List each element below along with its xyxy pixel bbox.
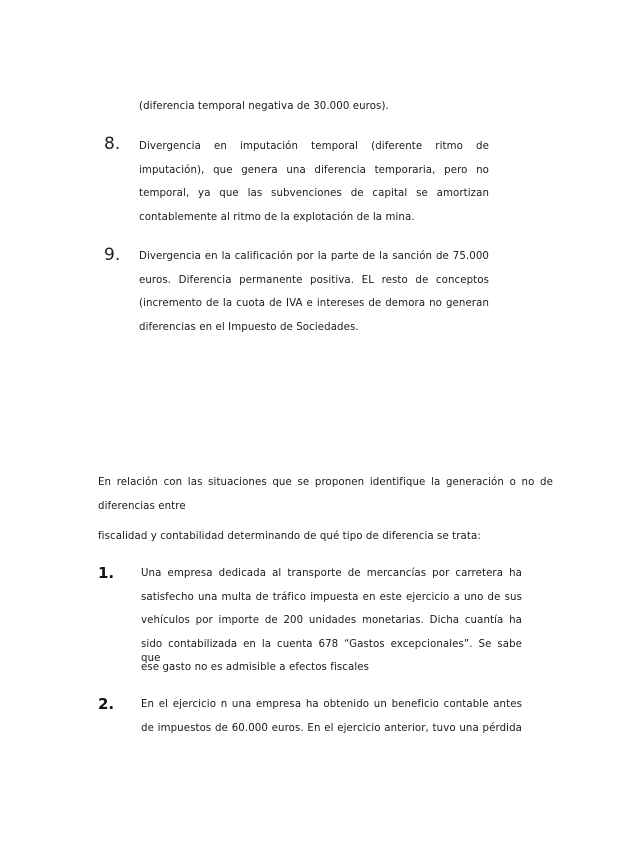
intro-line: diferencias entre bbox=[98, 501, 186, 512]
item-line: diferencias en el Impuesto de Sociedades. bbox=[139, 322, 359, 333]
item-number: 2. bbox=[98, 695, 115, 713]
item-line: Una empresa dedicada al transporte de mercancías por carretera ha bbox=[141, 568, 522, 579]
item-line: (incremento de la cuota de IVA e intereses de demora no generan bbox=[139, 298, 489, 309]
item-line: En el ejercicio n una empresa ha obtenido un beneficio contable antes bbox=[141, 699, 522, 710]
item-line: vehículos por importe de 200 unidades monetarias. Dicha cuantía ha bbox=[141, 615, 522, 626]
item-line: satisfecho una multa de tráfico impuesta en este ejercicio a uno de sus bbox=[141, 592, 522, 603]
item-line: imputación), que genera una diferencia temporaria, pero no bbox=[139, 165, 489, 176]
item-line: sido contabilizada en la cuenta 678 “Gastos excepcionales”. Se sabe que bbox=[141, 639, 522, 664]
intro-line: En relación con las situaciones que se proponen identifique la generación o no de bbox=[98, 477, 553, 488]
intro-line: (diferencia temporal negativa de 30.000 euros). bbox=[139, 101, 389, 112]
intro-line: fiscalidad y contabilidad determinando de qué tipo de diferencia se trata: bbox=[98, 531, 481, 542]
item-line: ese gasto no es admisible a efectos fiscales bbox=[141, 662, 370, 673]
item-line: euros. Diferencia permanente positiva. EL resto de conceptos bbox=[139, 275, 489, 286]
item-number: 1. bbox=[98, 564, 115, 582]
item-line: Divergencia en imputación temporal (diferente ritmo de bbox=[139, 141, 489, 152]
item-number: 8. bbox=[104, 134, 121, 154]
item-number: 9. bbox=[104, 245, 121, 265]
item-line: Divergencia en la calificación por la parte de la sanción de 75.000 bbox=[139, 251, 489, 262]
item-line: temporal, ya que las subvenciones de capital se amortizan bbox=[139, 188, 489, 199]
item-line: contablemente al ritmo de la explotación de la mina. bbox=[139, 212, 415, 223]
item-line: de impuestos de 60.000 euros. En el ejercicio anterior, tuvo una pérdida bbox=[141, 723, 522, 734]
